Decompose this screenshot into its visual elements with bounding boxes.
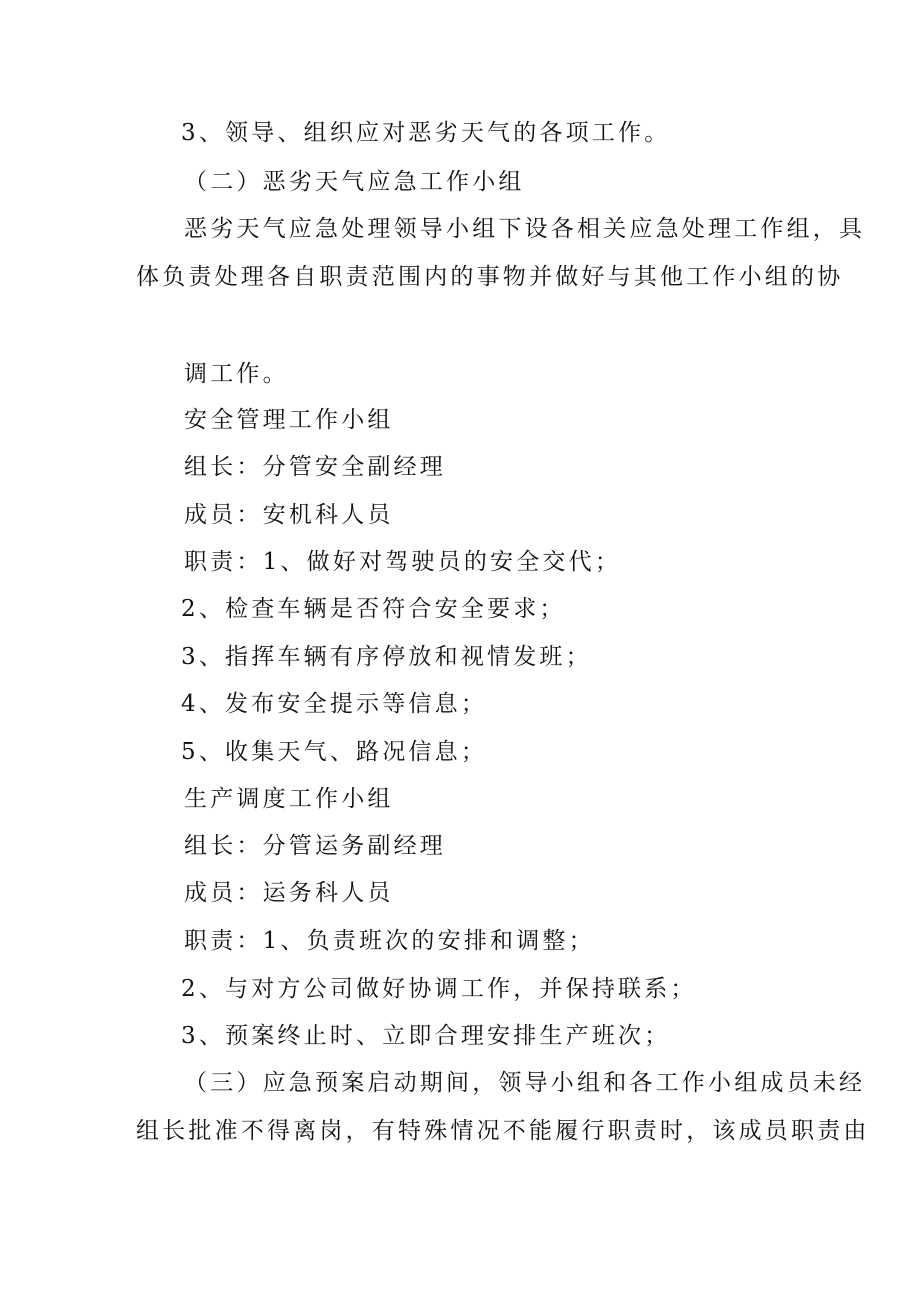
- group-title: 生产调度工作小组: [184, 786, 394, 812]
- text-line: 5、收集天气、路况信息；: [181, 739, 488, 765]
- text-line: 3、领导、组织应对恶劣天气的各项工作。: [181, 120, 671, 146]
- text-line: 组长：分管安全副经理: [184, 454, 446, 480]
- section-heading: （二）恶劣天气应急工作小组: [184, 169, 525, 195]
- text-line: 4、发布安全提示等信息；: [181, 691, 488, 717]
- text-line: 3、指挥车辆有序停放和视情发班；: [181, 644, 592, 670]
- text-line: 3、预案终止时、立即合理安排生产班次；: [181, 1023, 671, 1049]
- group-title: 安全管理工作小组: [184, 407, 394, 433]
- text-line: 调工作。: [184, 361, 289, 387]
- text-line: 职责：1、负责班次的安排和调整；: [184, 928, 595, 954]
- text-line: 2、与对方公司做好协调工作，并保持联系；: [181, 976, 697, 1002]
- text-line: 2、检查车辆是否符合安全要求；: [181, 596, 566, 622]
- text-line: 成员：运务科人员: [184, 880, 394, 906]
- text-line: 职责：1、做好对驾驶员的安全交代；: [184, 549, 622, 575]
- text-line: 体负责处理各自职责范围内的事物并做好与其他工作小组的协: [136, 264, 844, 290]
- text-line: 组长批准不得离岗，有特殊情况不能履行职责时，该成员职责由: [136, 1118, 870, 1144]
- text-line: 恶劣天气应急处理领导小组下设各相关应急处理工作组，具: [184, 216, 866, 242]
- section-heading: （三）应急预案启动期间，领导小组和各工作小组成员未经: [184, 1070, 866, 1096]
- text-line: 成员：安机科人员: [184, 502, 394, 528]
- text-line: 组长：分管运务副经理: [184, 833, 446, 859]
